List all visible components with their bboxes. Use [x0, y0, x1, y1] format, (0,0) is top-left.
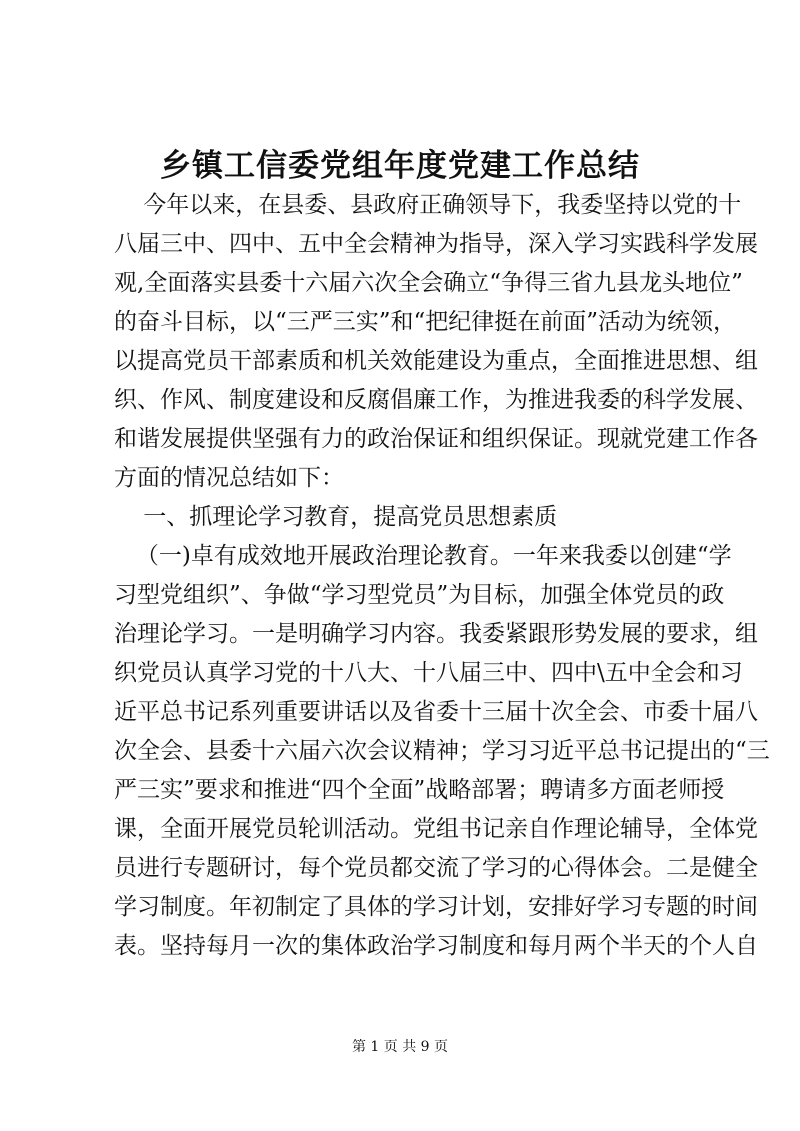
page-number-footer: 第 1 页 共 9 页: [351, 1039, 449, 1055]
body-text-line: 织、作风、制度建设和反腐倡廉工作，为推进我委的科学发展、: [114, 387, 758, 413]
body-text-line: 观,全面落实县委十六届六次全会确立“争得三省九县龙头地位”: [114, 270, 743, 296]
body-text-line: 八届三中、四中、五中全会精神为指导，深入学习实践科学发展: [114, 231, 758, 257]
body-text-line: 的奋斗目标，以“三严三实”和“把纪律挺在前面”活动为统领，: [114, 309, 737, 335]
body-text-line: 表。坚持每月一次的集体政治学习制度和每月两个半天的个人自: [114, 933, 758, 959]
body-text-line: 次全会、县委十六届六次会议精神；学习习近平总书记提出的“三: [114, 738, 770, 764]
document-body: [114, 186, 770, 966]
body-text-line: 和谐发展提供坚强有力的政治保证和组织保证。现就党建工作各: [114, 426, 758, 452]
body-text-line: 近平总书记系列重要讲话以及省委十三届十次全会、市委十届八: [114, 699, 758, 725]
body-text-line: 织党员认真学习党的十八大、十八届三中、四中\五中全会和习: [114, 660, 743, 686]
body-text-line: （一)卓有成效地开展政治理论教育。一年来我委以创建“学: [114, 543, 732, 569]
document-title: 乡镇工信委党组年度党建工作总结: [160, 148, 640, 184]
body-text-line: 严三实”要求和推进“四个全面”战略部署；聘请多方面老师授: [114, 777, 725, 803]
body-text-line: 以提高党员干部素质和机关效能建设为重点，全面推进思想、组: [114, 348, 758, 374]
body-text-line: 治理论学习。一是明确学习内容。我委紧跟形势发展的要求，组: [114, 621, 758, 647]
body-text-line: 课，全面开展党员轮训活动。党组书记亲自作理论辅导，全体党: [114, 816, 758, 842]
body-text-line: 学习制度。年初制定了具体的学习计划，安排好学习专题的时间: [114, 894, 758, 920]
body-text-line: 员进行专题研讨，每个党员都交流了学习的心得体会。二是健全: [114, 855, 758, 881]
body-text-line: 一、抓理论学习教育，提高党员思想素质: [114, 504, 558, 530]
body-text-line: 今年以来，在县委、县政府正确领导下，我委坚持以党的十: [114, 192, 742, 218]
body-text-line: 方面的情况总结如下：: [114, 465, 344, 491]
body-text-line: 习型党组织”、争做“学习型党员”为目标，加强全体党员的政: [114, 582, 725, 608]
